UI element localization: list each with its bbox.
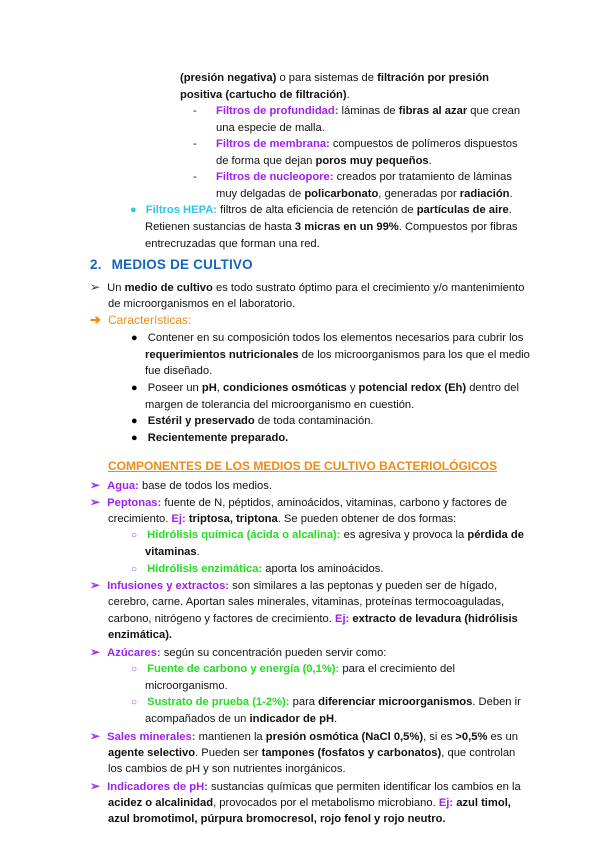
list-item-azucares [90, 644, 386, 662]
text: láminas de [338, 105, 399, 117]
list-item-c2 [131, 380, 519, 397]
dash-marker: - [193, 138, 197, 150]
text-line [145, 544, 200, 561]
text: acompañados de un [145, 713, 250, 725]
text: y [346, 382, 359, 394]
label-purple: Ej: [334, 613, 350, 625]
text: crecimiento. [108, 513, 172, 525]
text: base de todos los medios. [138, 480, 272, 492]
text-bold: potencial redox (Eh) [358, 382, 467, 394]
text: aporta los aminoácidos. [262, 563, 384, 575]
label-purple: Azúcares: [107, 647, 161, 659]
text-line: una especie de malla. [216, 122, 325, 134]
list-item-definition [90, 279, 524, 297]
dash-marker: - [193, 105, 197, 117]
label-purple: Sales minerales: [107, 731, 196, 743]
text: es todo sustrato óptimo para el crecimiento y/o mantenimiento [212, 282, 525, 294]
text-line: entrecruzadas que forman una red. [145, 238, 320, 250]
list-item-filtros-hepa [130, 202, 512, 219]
text: es un [487, 731, 518, 743]
text-bold: triptosa, triptona [185, 513, 278, 525]
text: . [346, 89, 350, 101]
text-line: fue diseñado. [145, 365, 213, 377]
label-purple: Indicadores de pH: [107, 781, 208, 793]
label-purple: Infusiones y extractos: [107, 580, 230, 592]
list-item-filtros-nucleopore [193, 169, 512, 186]
list-item-c3 [131, 413, 374, 430]
text: , que controlan [441, 747, 516, 759]
list-item-sustrato-prueba [131, 694, 521, 712]
text-bold: indicador de pH [249, 713, 335, 725]
text: de toda contaminación. [254, 415, 374, 427]
label-purple: Ej: [438, 797, 454, 809]
text-line [145, 711, 337, 728]
text-line [216, 186, 513, 203]
text-bold: poros muy pequeños [315, 155, 429, 167]
label-purple: Peptonas: [107, 497, 162, 509]
label-purple: Filtros de profundidad: [216, 105, 339, 117]
text-line [108, 745, 515, 762]
text: Retienen sustancias de hasta [145, 221, 295, 233]
text-bold: azul timol, [453, 797, 511, 809]
text-bold: (presión negativa) [180, 72, 277, 84]
text: . [508, 204, 512, 216]
section-number: 2. [90, 257, 102, 272]
text-bold: requerimientos nutricionales [145, 349, 299, 361]
text: para el crecimiento del [339, 663, 455, 675]
section-heading [90, 257, 253, 274]
list-item-fuente-carbono [131, 661, 455, 679]
dash-marker: - [193, 171, 197, 183]
label-green: Hidrólisis enzimática: [147, 563, 263, 575]
text-bold: extracto de levadura (hidrólisis [349, 613, 518, 625]
text: . [334, 713, 338, 725]
text-bold: partículas de aire [416, 204, 509, 216]
text-line: cerebro, carne. Aportan sales minerales, vitaminas, proteínas termocoaguladas, [108, 596, 505, 608]
label-green: Fuente de carbono y energía (0,1%): [147, 663, 340, 675]
text: de los microorganismos para los que el medio [298, 349, 530, 361]
text: , generadas por [378, 188, 460, 200]
list-item-sales-minerales [90, 728, 518, 746]
text-bold: 3 micras en un 99% [294, 221, 399, 233]
text: . Se pueden obtener de dos formas: [277, 513, 457, 525]
arrow-bullet-icon: ➢ [90, 645, 101, 659]
top-line-2 [180, 87, 350, 104]
text-line: azul bromotimol, púrpura bromocresol, rojo fenol y rojo neutro. [108, 813, 446, 825]
text-line: enzimática). [108, 629, 173, 641]
text: fuente de N, péptidos, aminoácidos, vitaminas, carbono y factores de [161, 497, 508, 509]
text: son similares a las peptonas y pueden ser de hígado, [229, 580, 498, 592]
label-purple: Agua: [107, 480, 139, 492]
label-purple: Filtros de nucleopore: [216, 171, 334, 183]
text: , [216, 382, 224, 394]
label-green: Hidrólisis química (ácida o alcalina): [147, 529, 341, 541]
text-bold: diferenciar microorganismos [318, 696, 473, 708]
text-line [108, 611, 518, 628]
label-cyan: Filtros HEPA: [145, 204, 218, 216]
text: o para sistemas de [276, 72, 378, 84]
list-item-peptonas [90, 494, 507, 512]
text: que crean [467, 105, 521, 117]
text: dentro del [466, 382, 519, 394]
text: Un [107, 282, 125, 294]
text-bold: Estéril y preservado [147, 415, 255, 427]
section-title: MEDIOS DE CULTIVO [111, 257, 253, 272]
text-bold: condiciones osmóticas [223, 382, 347, 394]
circle-bullet-icon: ○ [131, 664, 138, 675]
arrow-bullet-icon: ➢ [90, 779, 101, 793]
text-line: margen de tolerancia del microorganismo en cuestión. [145, 399, 415, 411]
label-green: Sustrato de prueba (1-2%): [147, 696, 290, 708]
text-bold: medio de cultivo [124, 282, 213, 294]
text-line: microorganismo. [145, 680, 228, 692]
text: mantienen la [195, 731, 266, 743]
text-bold: agente selectivo [108, 747, 196, 759]
label-orange: Características: [108, 313, 192, 327]
text: . [428, 155, 432, 167]
text-bold: presión osmótica (NaCl 0,5%) [265, 731, 424, 743]
bullet-icon: ● [131, 432, 138, 444]
text-bold: policarbonato [304, 188, 379, 200]
text: . Compuestos por fibras [398, 221, 518, 233]
text-bold: Recientemente preparado. [147, 432, 289, 444]
label-purple: Ej: [171, 513, 186, 525]
list-item-indicadores-ph [90, 778, 521, 796]
list-item-c4 [131, 430, 288, 447]
text-bold: fibras al azar [398, 105, 468, 117]
label-purple: Filtros de membrana: [216, 138, 330, 150]
text: filtros de alta eficiencia de retención de [217, 204, 417, 216]
list-item-hidrolisis-quimica [131, 527, 524, 545]
text-line [145, 219, 518, 236]
text: de forma que dejan [216, 155, 316, 167]
text: para [289, 696, 319, 708]
text-bold: acidez o alcalinidad [108, 797, 214, 809]
text: . Deben ir [472, 696, 521, 708]
text-bold: radiación [459, 188, 510, 200]
text: es agresiva y provoca la [340, 529, 468, 541]
text: . [196, 546, 200, 558]
bullet-icon: ● [130, 204, 137, 216]
text-bold: vitaminas [145, 546, 197, 558]
text-line: los cambios de pH y son nutrientes inorgánicos. [108, 763, 346, 775]
list-item-agua [90, 477, 272, 495]
list-item-infusiones [90, 577, 497, 595]
components-heading: COMPONENTES DE LOS MEDIOS DE CULTIVO BACTERIOLÓGICOS [108, 459, 498, 473]
list-item-filtros-profundidad [193, 103, 521, 120]
text-bold: >0,5% [455, 731, 488, 743]
text-bold: filtración por presión [377, 72, 489, 84]
top-line-1 [180, 70, 489, 87]
text: sustancias químicas que permiten identificar los cambios en la [207, 781, 521, 793]
circle-bullet-icon: ○ [131, 530, 138, 541]
circle-bullet-icon: ○ [131, 697, 138, 708]
text-line: de microorganismos en el laboratorio. [108, 298, 296, 310]
arrow-bullet-icon: ➢ [90, 729, 101, 743]
text: compuestos de polímeros dispuestos [329, 138, 518, 150]
text-bold: pérdida de [467, 529, 524, 541]
text: , si es [423, 731, 456, 743]
text: . [509, 188, 513, 200]
text-line [108, 511, 456, 528]
list-item-c1 [131, 330, 523, 347]
text-bold: positiva (cartucho de filtración) [180, 89, 347, 101]
text: Contener en su composición todos los elementos necesarios para cubrir los [147, 332, 524, 344]
text-bold: tampones (fosfatos y carbonatos) [261, 747, 442, 759]
circle-bullet-icon: ○ [131, 564, 138, 575]
arrow-bullet-icon: ➢ [90, 478, 101, 492]
text-line [145, 347, 530, 364]
text: Poseer un [147, 382, 202, 394]
text: según su concentración pueden servir como: [160, 647, 387, 659]
text: creados por tratamiento de láminas [333, 171, 512, 183]
list-item-hidrolisis-enzimatica [131, 561, 383, 579]
text: , provocados por el metabolismo microbiano. [213, 797, 439, 809]
right-arrow-icon: ➔ [90, 312, 101, 327]
text: carbono, nitrógeno y factores de crecimiento. [108, 613, 335, 625]
text-bold: pH [201, 382, 217, 394]
text: . Pueden ser [195, 747, 262, 759]
arrow-bullet-icon: ➢ [90, 578, 101, 592]
arrow-bullet-icon: ➢ [90, 280, 101, 294]
bullet-icon: ● [131, 415, 138, 427]
text: muy delgadas de [216, 188, 305, 200]
list-item-filtros-membrana [193, 136, 518, 153]
bullet-icon: ● [131, 332, 138, 344]
text-line [108, 795, 511, 812]
text-line [216, 153, 432, 170]
bullet-icon: ● [131, 382, 138, 394]
arrow-bullet-icon: ➢ [90, 495, 101, 509]
list-item-caracteristicas [90, 312, 191, 330]
